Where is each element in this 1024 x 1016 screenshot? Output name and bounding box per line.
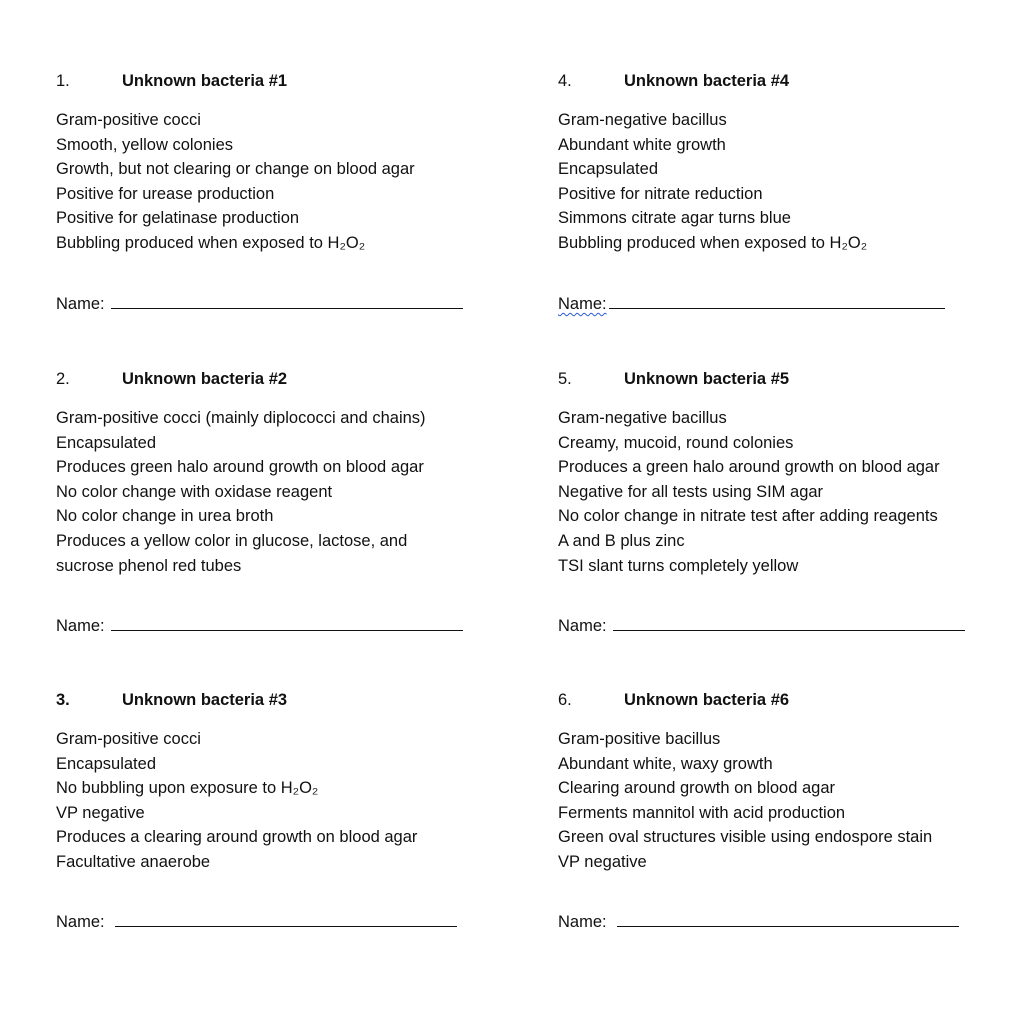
name-blank-line[interactable]: [613, 630, 965, 631]
description-lines: [56, 727, 417, 875]
description-line: No color change in nitrate test after adding reagents: [558, 507, 938, 526]
item-title: Unknown bacteria #4: [624, 72, 790, 90]
item-title: Unknown bacteria #1: [122, 72, 288, 90]
name-field[interactable]: [56, 615, 463, 637]
description-line: Bubbling produced when exposed to H₂O₂: [558, 233, 868, 252]
description-line: Abundant white growth: [558, 135, 726, 154]
description-line: sucrose phenol red tubes: [56, 556, 242, 575]
name-blank-line[interactable]: [115, 926, 457, 927]
description-line: Abundant white, waxy growth: [558, 754, 773, 773]
description-line: Produces a clearing around growth on blood agar: [56, 828, 418, 847]
name-blank-line[interactable]: [617, 926, 959, 927]
name-blank-line[interactable]: [111, 308, 463, 309]
name-blank-line[interactable]: [609, 308, 945, 309]
description-line: Ferments mannitol with acid production: [558, 803, 846, 822]
name-field[interactable]: [558, 615, 965, 637]
description-line: No color change in urea broth: [56, 507, 274, 526]
description-line: No bubbling upon exposure to H₂O₂: [56, 779, 319, 798]
description-line: Gram-negative bacillus: [558, 111, 727, 129]
description-line: No color change with oxidase reagent: [56, 482, 333, 501]
description-line: Gram-positive cocci: [56, 111, 201, 129]
name-field[interactable]: [558, 911, 959, 933]
description-line: Smooth, yellow colonies: [56, 135, 234, 154]
description-line: Creamy, mucoid, round colonies: [558, 433, 794, 452]
description-line: Gram-positive cocci (mainly diplococci and chains): [56, 409, 426, 427]
description-line: Gram-positive bacillus: [558, 730, 721, 748]
item-title: Unknown bacteria #2: [122, 370, 288, 388]
name-blank-line[interactable]: [111, 630, 463, 631]
unknown-bacteria-4: [558, 69, 1018, 313]
description-line: Gram-positive cocci: [56, 730, 201, 748]
item-number: 3.: [56, 691, 70, 709]
description-line: Simmons citrate agar turns blue: [558, 209, 791, 228]
item-title: Unknown bacteria #3: [122, 691, 288, 709]
name-field[interactable]: [56, 293, 463, 315]
name-field[interactable]: [558, 293, 945, 315]
description-lines: [56, 406, 426, 578]
description-line: TSI slant turns completely yellow: [558, 556, 799, 575]
unknown-bacteria-6: [558, 688, 1018, 931]
name-label: Name:: [558, 913, 607, 931]
description-lines: [558, 108, 867, 256]
item-number: 5.: [558, 370, 572, 388]
description-line: Encapsulated: [56, 754, 156, 773]
name-field[interactable]: [56, 911, 457, 933]
description-line: Encapsulated: [56, 433, 156, 452]
unknown-bacteria-5: [558, 367, 1018, 635]
item-number: 1.: [56, 72, 70, 90]
description-line: A and B plus zinc: [558, 531, 685, 550]
unknown-bacteria-2: [56, 367, 516, 635]
description-line: Green oval structures visible using endospore stain: [558, 828, 933, 847]
description-line: Produces a yellow color in glucose, lactose, and: [56, 531, 408, 550]
item-number: 6.: [558, 691, 572, 709]
description-line: Negative for all tests using SIM agar: [558, 482, 824, 501]
description-line: Clearing around growth on blood agar: [558, 779, 836, 798]
description-line: Positive for urease production: [56, 184, 275, 203]
description-line: Gram-negative bacillus: [558, 409, 727, 427]
description-line: Produces a green halo around growth on blood agar: [558, 458, 940, 477]
description-lines: [558, 406, 940, 578]
item-number: 2.: [56, 370, 70, 388]
item-number: 4.: [558, 72, 572, 90]
item-title: Unknown bacteria #5: [624, 370, 790, 388]
description-line: VP negative: [558, 852, 647, 871]
description-line: Positive for nitrate reduction: [558, 184, 763, 203]
description-lines: [56, 108, 415, 256]
description-line: Positive for gelatinase production: [56, 209, 300, 228]
name-label: Name:: [56, 295, 105, 313]
description-line: VP negative: [56, 803, 145, 822]
description-line: Bubbling produced when exposed to H₂O₂: [56, 233, 366, 252]
name-label: Name:: [558, 295, 607, 313]
name-label: Name:: [558, 617, 607, 635]
description-line: Encapsulated: [558, 160, 658, 179]
unknown-bacteria-3: [56, 688, 516, 931]
description-lines: [558, 727, 932, 875]
description-line: Growth, but not clearing or change on blood agar: [56, 160, 415, 179]
name-label: Name:: [56, 617, 105, 635]
unknown-bacteria-1: [56, 69, 516, 313]
description-line: Facultative anaerobe: [56, 852, 211, 871]
description-line: Produces green halo around growth on blood agar: [56, 458, 424, 477]
item-title: Unknown bacteria #6: [624, 691, 790, 709]
name-label: Name:: [56, 913, 105, 931]
